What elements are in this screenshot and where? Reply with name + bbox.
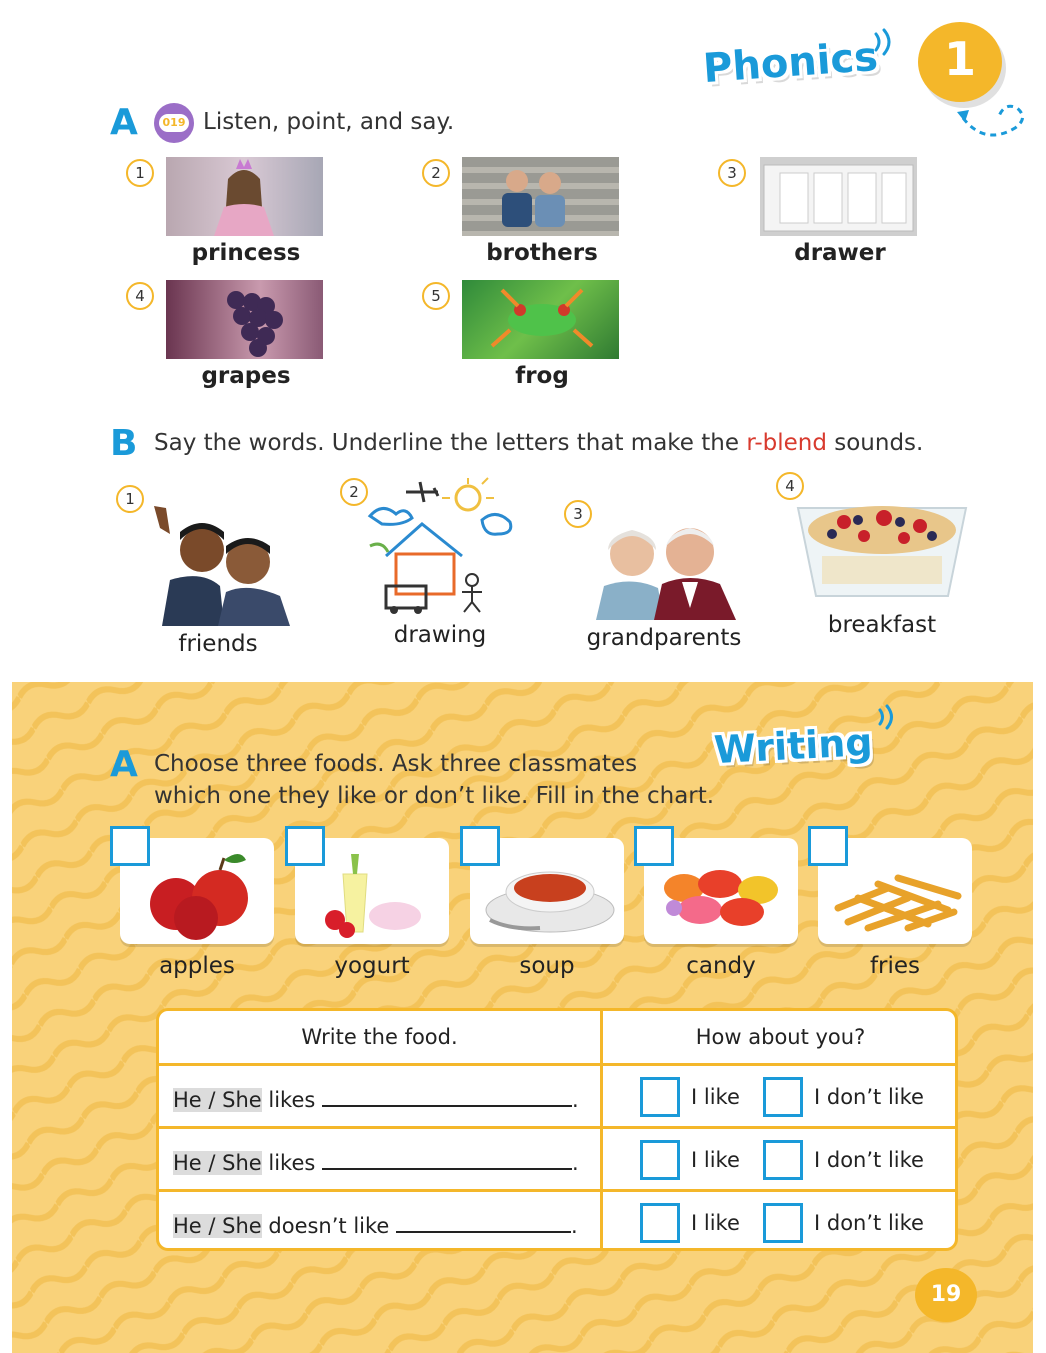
item-number: 4 <box>126 282 154 310</box>
word-grapes: grapes <box>201 363 291 389</box>
word-princess: princess <box>191 240 301 266</box>
audio-track-icon[interactable] <box>154 103 194 143</box>
phonics-title: Phonics <box>701 33 880 93</box>
food-answer-line[interactable] <box>396 1213 571 1233</box>
chart-row-2-sentence: He / She likes . <box>173 1151 579 1175</box>
item-number: 2 <box>422 159 450 187</box>
unit-number: 1 <box>943 32 976 86</box>
writing-title: Writing <box>712 719 874 773</box>
chart-row-1-sentence: He / She likes . <box>173 1088 579 1112</box>
subject-label: He / She <box>173 1088 262 1112</box>
exercise-letter-a: A <box>110 102 138 143</box>
item-number: 1 <box>126 159 154 187</box>
phonics-a-instruction: Listen, point, and say. <box>203 109 455 135</box>
writing-instruction-line2: which one they like or don’t like. Fill in the chart. <box>154 783 715 809</box>
col1-header: Write the food. <box>301 1025 458 1049</box>
food-candy: candy <box>686 953 756 979</box>
like-label: I like <box>691 1211 740 1235</box>
yogurt-checkbox[interactable] <box>285 826 325 866</box>
word-drawer: drawer <box>794 240 886 266</box>
brothers-photo <box>462 157 619 236</box>
sound-waves-icon <box>876 704 906 734</box>
dislike-label: I don’t like <box>814 1148 924 1172</box>
princess-photo <box>166 157 323 236</box>
item-number: 4 <box>776 472 804 500</box>
item-number: 3 <box>718 159 746 187</box>
audio-track-number: 019 <box>159 114 189 132</box>
apples-checkbox[interactable] <box>110 826 150 866</box>
dislike-checkbox[interactable] <box>763 1140 803 1180</box>
subject-label: He / She <box>173 1151 262 1175</box>
sound-waves-icon <box>872 28 906 62</box>
word-frog: frog <box>515 363 569 389</box>
friends-photo <box>140 500 300 626</box>
r-blend-highlight: r-blend <box>746 430 827 456</box>
drawer-photo <box>760 157 917 236</box>
dislike-checkbox[interactable] <box>763 1203 803 1243</box>
item-number: 5 <box>422 282 450 310</box>
instruction-text: Say the words. Underline the letters that make the <box>154 430 747 456</box>
writing-instruction-line1: Choose three foods. Ask three classmates <box>154 751 638 777</box>
word-friends: friends <box>178 631 258 657</box>
verb-label: doesn’t like <box>268 1214 390 1238</box>
food-soup: soup <box>519 953 575 979</box>
unit-badge <box>918 22 1002 102</box>
word-drawing: drawing <box>393 622 487 648</box>
food-yogurt: yogurt <box>334 953 410 979</box>
item-number: 3 <box>564 500 592 528</box>
food-apples: apples <box>159 953 235 979</box>
dislike-label: I don’t like <box>814 1211 924 1235</box>
chart-row-3-sentence: He / She doesn’t like . <box>173 1214 578 1238</box>
col2-header: How about you? <box>695 1025 866 1049</box>
dislike-checkbox[interactable] <box>763 1077 803 1117</box>
like-checkbox[interactable] <box>640 1077 680 1117</box>
grandparents-photo <box>586 512 742 620</box>
drawing-photo <box>362 476 520 618</box>
instruction-text: sounds. <box>826 430 924 456</box>
like-label: I like <box>691 1148 740 1172</box>
subject-label: He / She <box>173 1214 262 1238</box>
breakfast-photo <box>792 478 972 606</box>
verb-label: likes <box>268 1151 316 1175</box>
word-brothers: brothers <box>486 240 598 266</box>
soup-checkbox[interactable] <box>460 826 500 866</box>
frog-photo <box>462 280 619 359</box>
word-grandparents: grandparents <box>586 625 742 651</box>
exercise-letter-a-writing: A <box>110 744 138 785</box>
exercise-letter-b: B <box>110 423 138 464</box>
fries-checkbox[interactable] <box>808 826 848 866</box>
word-breakfast: breakfast <box>827 612 937 638</box>
like-checkbox[interactable] <box>640 1140 680 1180</box>
candy-checkbox[interactable] <box>634 826 674 866</box>
food-fries: fries <box>869 953 921 979</box>
dashed-arrow-icon <box>955 98 1035 150</box>
verb-label: likes <box>268 1088 316 1112</box>
like-checkbox[interactable] <box>640 1203 680 1243</box>
page-number: 19 <box>915 1268 977 1322</box>
survey-chart <box>156 1008 958 1251</box>
food-answer-line[interactable] <box>322 1150 572 1170</box>
dislike-label: I don’t like <box>814 1085 924 1109</box>
grapes-photo <box>166 280 323 359</box>
item-number: 1 <box>116 485 144 513</box>
food-answer-line[interactable] <box>322 1087 572 1107</box>
item-number: 2 <box>340 478 368 506</box>
phonics-b-instruction <box>154 430 923 456</box>
like-label: I like <box>691 1085 740 1109</box>
